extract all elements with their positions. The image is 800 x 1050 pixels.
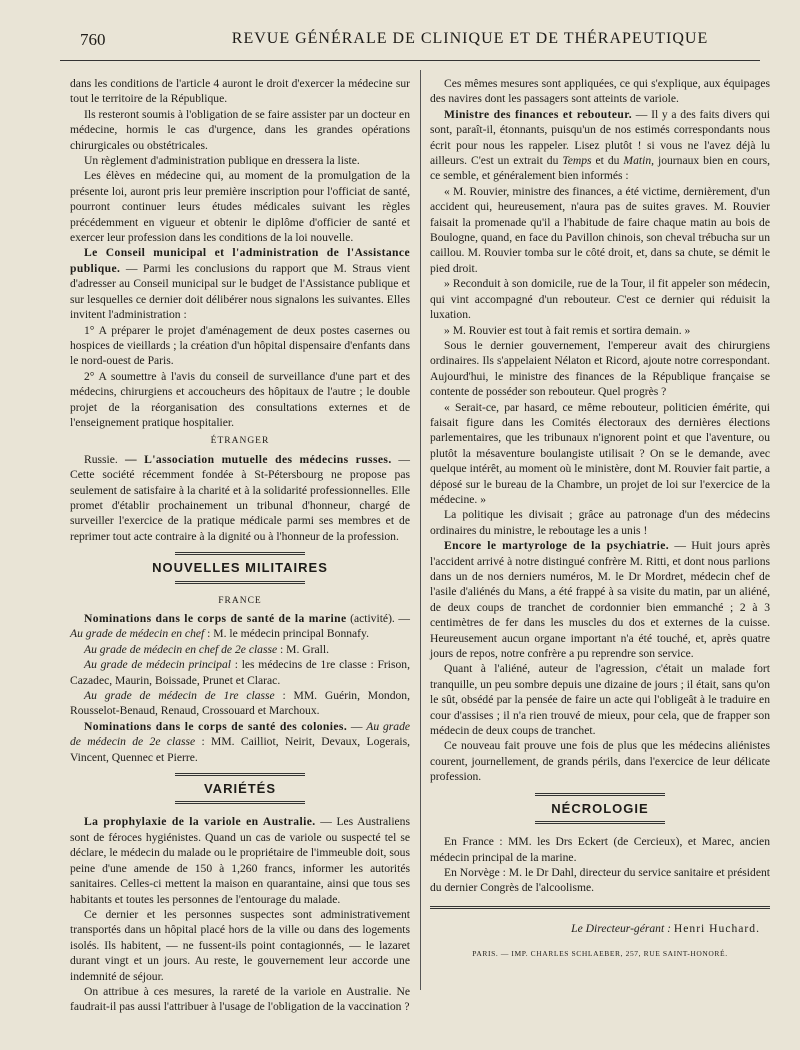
news-item-marine <box>70 611 410 642</box>
run-in-heading: Nominations dans le corps de santé des colonies. <box>84 719 348 733</box>
paragraph: Quant à l'aliéné, auteur de l'agression, c'était un malade fort tranquille, un peu sombre depuis une dizaine de jours ; il était, sans qu'on le sût, obsédé par la pensée de faire un acte qui l'obligeât à le traduire en cour d'assises ; il n'a rien trouvé de mieux, pour cela, que de frapper son médecin de deux coups de tranchet. <box>430 662 770 738</box>
run-in-heading: La prophylaxie de la variole en Australie. <box>84 815 316 829</box>
news-text: — Il y a des faits divers qui sont, paraît-il, étonnants, puisqu'un de nos estimés correspondants nous écrit pour nous les rappeler. Lisez plutôt ! si vous ne l'avez déjà lu ailleurs. C'est un extrait du <box>430 107 770 168</box>
printer-imprint: PARIS. — IMP. CHARLES SCHLAEBER, 257, RUE SAINT-HONORÉ. <box>472 949 728 959</box>
run-in-heading: Nominations dans le corps de santé de la marine <box>84 612 347 625</box>
news-text: et du <box>591 154 624 168</box>
rank-label: Au grade de médecin en chef de 2e classe <box>84 642 278 656</box>
newspaper-name: Matin <box>623 154 652 168</box>
paragraph: Un règlement d'administration publique en dressera la liste. <box>84 154 360 168</box>
news-text: : M. le médecin principal Bonnafy. <box>204 627 369 641</box>
paragraph: Ils resteront soumis à l'obligation de se faire assister par un docteur en médecine, hormis le cas d'urgence, dans les grandes opérations chirurgicales ou obstétricales. <box>70 107 410 152</box>
signature-line <box>430 921 770 936</box>
names: : M. Grall. <box>277 642 329 656</box>
paragraph: Les élèves en médecine qui, au moment de la promulgation de la présente loi, auront pris leur première inscription pour l'officiat de santé, pourront continuer leurs études médicales suivant les règles précédemment en vigueur et obtenir le diplôme d'officier de santé et exercer leur profession dans les conditions de la loi nouvelle. <box>70 169 410 245</box>
page-number: 760 <box>80 30 106 49</box>
quotation: « M. Rouvier, ministre des finances, a été victime, dernièrement, d'un accident qui, heureusement, n'aura pas de suites graves. M. Rouvier faisait la promenade qu'il a l'habitude de faire chaque matin au bois de Boulogne, quand, en face du Pavillon chinois, son cheval trébucha sur un caillou. M. Rouvier tomba sur le côté droit, et, dans sa chute, se démit le pied droit. <box>430 184 771 275</box>
obituary: En Norvège : M. le Dr Dahl, directeur du service sanitaire et président du dernier Congrès de l'alcoolisme. <box>430 865 770 895</box>
left-column <box>70 76 410 1015</box>
section-title: VARIÉTÉS <box>203 781 277 797</box>
list-item: 2° A soumettre à l'avis du conseil de surveillance d'une part et des médecins, chirurgiens et accoucheurs des hôpitaux de l'autre ; le double projet de la réorganisation des consultations externes et de l'enseignement pratique hospitalier. <box>70 369 410 429</box>
paragraph: Ces mêmes mesures sont appliquées, ce qui s'explique, aux équipages des navires dont les passagers sont atteints de variole. <box>430 77 770 106</box>
appointment <box>70 657 410 688</box>
names: : MM. Cailliot, Neirit, Devaux, Logerais, Vincent, Quennec et Pierre. <box>70 735 410 764</box>
paragraph: Ce dernier et les personnes suspectes sont administrativement transportés dans un hôpital placé hors de la ville ou dans des logements isolés. Ils habitent, — ne fussent-ils point contagionnés, — le lazaret durant vingt et un jours. Au reste, le gouvernement leur accorde une indemnité de séjour. <box>70 907 410 983</box>
paragraph: Sous le dernier gouvernement, l'empereur avait des chirurgiens ordinaires. Ils s'appelaient Nélaton et Ricord, ajoute notre correspondant. Aujourd'hui, le ministre des finances de la République française se contente de posséder son rebouteur. Quel progrès ? <box>430 338 770 399</box>
quotation: « Serait-ce, par hasard, ce même rebouteur, politicien émérite, qui faisait figure dans les Comités électoraux des dernières élections parlementaires, que les tribunaux n'ignorent point et que l'aventure, ou plutôt la mésaventure boulangiste utilisait ? On se le demande, avec quelque intérêt, au moment où le ministère, dont M. Rouvier fait partie, a déposé sur le bureau de la Chambre, un projet de loi sur l'exercice de la médecine. » <box>430 400 770 506</box>
run-in-heading: Le Conseil municipal et l'administration de l'Assistance publique. <box>70 246 410 275</box>
section-title: NÉCROLOGIE <box>551 800 649 816</box>
footer-rule <box>430 906 770 909</box>
paragraph: On attribue à ces mesures, la rareté de la variole en Australie. Ne faudrait-il pas aussi l'attribuer à l'usage de l'obligation de la vaccination ? <box>70 984 410 1014</box>
news-text: — Les Australiens sont de féroces hygiénistes. Quand un cas de variole ou suspecté tel se déclare, le médecin du malade ou le propriétaire de l'immeuble doit, sous peine d'une amende de 150 à 1,260 francs, informer les autorités sanitaires. Celles-ci mettent la maison en quarantaine, ainsi que tous ses habitants et toutes les personnes de l'entourage du malade. <box>70 815 410 906</box>
names: : les médecins de 1re classe : Frison, Cazadec, Maurin, Boissade, Prunet et Clarac. <box>70 658 410 687</box>
signature-label: Le Directeur-gérant : <box>571 921 671 935</box>
news-text: (activité). — <box>346 612 410 625</box>
paragraph: Ce nouveau fait prouve une fois de plus que les médecins aliénistes courent, journellement, de grands périls, dans l'exercice de leur délicate profession. <box>430 739 770 784</box>
paragraph: La politique les divisait ; grâce au patronage d'un des médecins ordinaires du ministre, le reboutage les a unis ! <box>430 508 770 537</box>
run-in-heading: Encore le martyrologe de la psychiatrie. <box>444 539 670 553</box>
news-text: — <box>347 719 367 733</box>
appointment <box>70 688 410 719</box>
run-in-heading: — L'association mutuelle des médecins russes. <box>117 452 392 466</box>
rank-label: Au grade de médecin principal <box>84 658 231 672</box>
section-nouvelles-militaires <box>70 552 410 583</box>
header-rule <box>60 60 760 61</box>
country-label: Russie. <box>84 452 118 466</box>
section-rule <box>175 581 305 584</box>
appointment <box>70 642 410 657</box>
page-header <box>50 22 760 62</box>
obituary: En France : MM. les Drs Eckert (de Cercieux), et Marec, ancien médecin principal de la marine. <box>430 835 770 864</box>
list-item: 1° A préparer le projet d'aménagement de deux postes casernes ou hospices de vieillards ; la création d'un hôpital dispensaire d'enfants dans le nord-ouest de Paris. <box>70 323 410 368</box>
section-title: NOUVELLES MILITAIRES <box>152 560 328 576</box>
journal-title: REVUE GÉNÉRALE DE CLINIQUE ET DE THÉRAPEUTIQUE <box>231 30 709 47</box>
rank-label: Au grade de médecin de 2e classe <box>70 719 411 749</box>
news-item-variole <box>70 814 410 906</box>
subsection-heading: ÉTRANGER <box>210 436 270 447</box>
quotation: » Reconduit à son domicile, rue de la Tour, il fit appeler son médecin, qui vint accompagné d'un rebouteur. C'est ce dernier qui réduisit la luxation. <box>430 277 770 322</box>
paragraph: dans les conditions de l'article 4 auront le droit d'exercer la médecine sur tout le territoire de la République. <box>70 77 410 106</box>
news-item-martyrologe <box>430 538 770 661</box>
section-varietes <box>70 773 410 804</box>
rank-label: Au grade de médecin de 1re classe <box>84 689 275 703</box>
run-in-heading: Ministre des finances et rebouteur. <box>444 107 633 121</box>
news-text: , journaux bien en cours, ce semble, et généralement bien informés : <box>430 154 770 183</box>
section-rule <box>535 821 665 824</box>
news-item-colonies <box>70 719 410 765</box>
news-item-conseil <box>70 245 410 322</box>
newspaper-name: Temps <box>562 154 592 168</box>
section-rule <box>175 801 305 804</box>
news-item-russie <box>70 452 410 544</box>
news-text: — Parmi les conclusions du rapport que M. Straus vient d'adresser au Conseil municipal sur le budget de l'Assistance publique et sur lesquelles ce dernier doit délibérer nous signalons les suivantes. Elles invitent l'administration : <box>70 261 410 322</box>
section-necrologie <box>430 793 770 824</box>
right-column <box>430 76 770 962</box>
quotation: » M. Rouvier est tout à fait remis et sortira demain. » <box>444 323 691 337</box>
news-text: — Cette société récemment fondée à St-Pétersbourg ne propose pas seulement de satisfaire à la charité et à la solidarité professionnelles. Elle promet d'établir prochainement un tribunal d'honneur, chargé de surveiller l'exercice de la pratique médicale parmi ses membres et de reprimer tout acte contraire à la dignité ou à l'honneur de la profession. <box>70 452 410 543</box>
news-item-ministre <box>430 107 770 184</box>
subsection-heading: FRANCE <box>218 595 262 606</box>
rank-label: Au grade de médecin en chef <box>70 627 205 641</box>
director-name: Henri Huchard. <box>673 921 760 935</box>
names: : MM. Guérin, Mondon, Rousselot-Benaud, Renaud, Crossouard et Marchoux. <box>70 689 410 718</box>
news-text: — Huit jours après l'accident arrivé à notre distingué confrère M. Ritti, et dont nous parlions dans un de nos derniers numéros, M. le Dr Mordret, médecin chef de l'asile d'aliénés du Mans, a été frappé à sa visite du matin, par un aliéné, de deux coups de tranchet de cordonnier bien emmanché ; 2 à 3 centimètres de fer dans les muscles du dos et externes de la cuisse. Heureusement aucun organe important n'a été touché, et, après quatre jours de repos, notre confrère a pu reprendre son service. <box>430 539 770 661</box>
column-divider <box>420 70 421 990</box>
